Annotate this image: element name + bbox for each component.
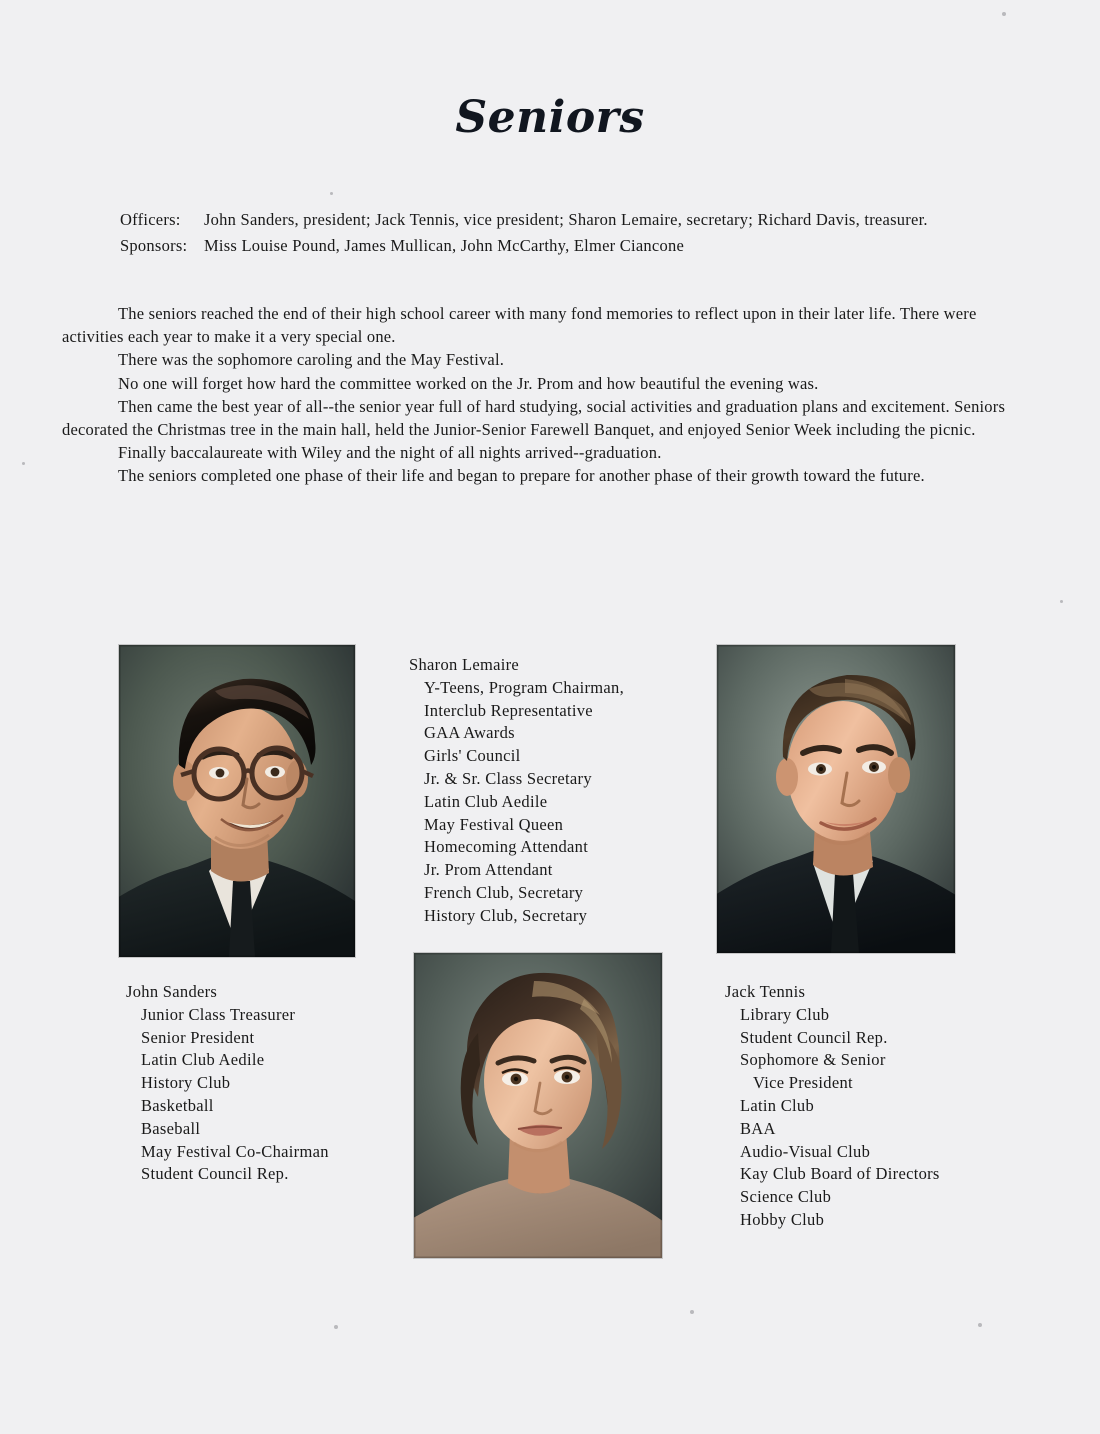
person-name: John Sanders [126, 982, 218, 1001]
activity-item: Kay Club Board of Directors [740, 1164, 940, 1184]
activity-item: GAA Awards [424, 723, 515, 743]
scan-speck [690, 1310, 694, 1314]
activity-item: BAA [740, 1118, 776, 1138]
scan-speck [978, 1323, 982, 1327]
activity-item: Latin Club Aedile [424, 791, 548, 811]
portrait-photo-jack-tennis [717, 645, 955, 953]
activity-item: History Club [141, 1073, 231, 1093]
officers-sponsors-block [120, 208, 1010, 257]
activity-item: Vice President [753, 1073, 853, 1093]
activity-item: Audio-Visual Club [740, 1141, 871, 1161]
activity-item: French Club, Secretary [424, 882, 584, 902]
activity-item: Interclub Representative [424, 700, 593, 720]
sponsors-label: Sponsors: [120, 236, 188, 255]
activity-item: May Festival Co-Chairman [141, 1141, 329, 1161]
body-copy [62, 302, 1007, 488]
caption-sharon-lemaire [409, 654, 709, 928]
activity-item: History Club, Secretary [424, 905, 588, 925]
page-title: Seniors [455, 92, 645, 143]
body-paragraph: Then came the best year of all--the senior year full of hard studying, social activities and graduation plans and excitement. Seniors decorated the Christmas tree in the main hall, held the Junior-Senior Farewell Banquet, and enjoyed Senior Week including the picnic. [62, 396, 1006, 440]
activity-item: Junior Class Treasurer [141, 1004, 296, 1024]
officers-label: Officers: [120, 210, 181, 229]
scan-speck [334, 1325, 338, 1329]
activity-item: Science Club [740, 1187, 832, 1207]
body-paragraph: The seniors completed one phase of their life and began to prepare for another phase of their growth toward the future. [118, 466, 925, 486]
activity-item: Jr. Prom Attendant [424, 860, 553, 880]
scan-speck [1060, 600, 1063, 603]
activity-item: May Festival Queen [424, 814, 564, 834]
activity-item: Library Club [740, 1004, 830, 1024]
activity-item: Y-Teens, Program Chairman, [424, 677, 625, 697]
activity-item: Student Council Rep. [141, 1164, 289, 1184]
officers-names: John Sanders, president; Jack Tennis, vice president; Sharon Lemaire, secretary; Richard Davis, treasurer. [204, 210, 928, 229]
sponsors-names: Miss Louise Pound, James Mullican, John McCarthy, Elmer Ciancone [204, 236, 685, 255]
body-paragraph: No one will forget how hard the committee worked on the Jr. Prom and how beautiful the evening was. [118, 373, 819, 393]
officers-line [120, 208, 1010, 231]
activity-item: Senior President [141, 1027, 255, 1047]
activity-item: Student Council Rep. [740, 1027, 888, 1047]
caption-john-sanders [126, 981, 426, 1186]
person-name: Sharon Lemaire [409, 655, 520, 674]
scan-speck [22, 462, 25, 465]
scan-speck [330, 192, 333, 195]
portrait-photo-sharon-lemaire [414, 953, 662, 1258]
sponsors-line [120, 234, 1010, 257]
body-paragraph: The seniors reached the end of their high school career with many fond memories to reflect upon in their later life. There were activities each year to make it a very special one. [62, 304, 977, 347]
activity-item: Basketball [141, 1095, 214, 1115]
activity-item: Sophomore & Senior [740, 1050, 886, 1070]
activity-item: Latin Club [740, 1095, 815, 1115]
person-name: Jack Tennis [725, 982, 806, 1001]
activity-item: Baseball [141, 1118, 201, 1138]
body-paragraph: There was the sophomore caroling and the May Festival. [118, 350, 505, 370]
body-paragraph: Finally baccalaureate with Wiley and the night of all nights arrived--graduation. [118, 443, 662, 463]
activity-item: Girls' Council [424, 746, 521, 766]
activity-item: Jr. & Sr. Class Secretary [424, 768, 592, 788]
activity-item: Homecoming Attendant [424, 837, 589, 857]
activity-item: Latin Club Aedile [141, 1050, 265, 1070]
caption-jack-tennis [725, 981, 1025, 1232]
activity-item: Hobby Club [740, 1209, 825, 1229]
portrait-photo-john-sanders [119, 645, 355, 957]
scan-speck [1002, 12, 1006, 16]
